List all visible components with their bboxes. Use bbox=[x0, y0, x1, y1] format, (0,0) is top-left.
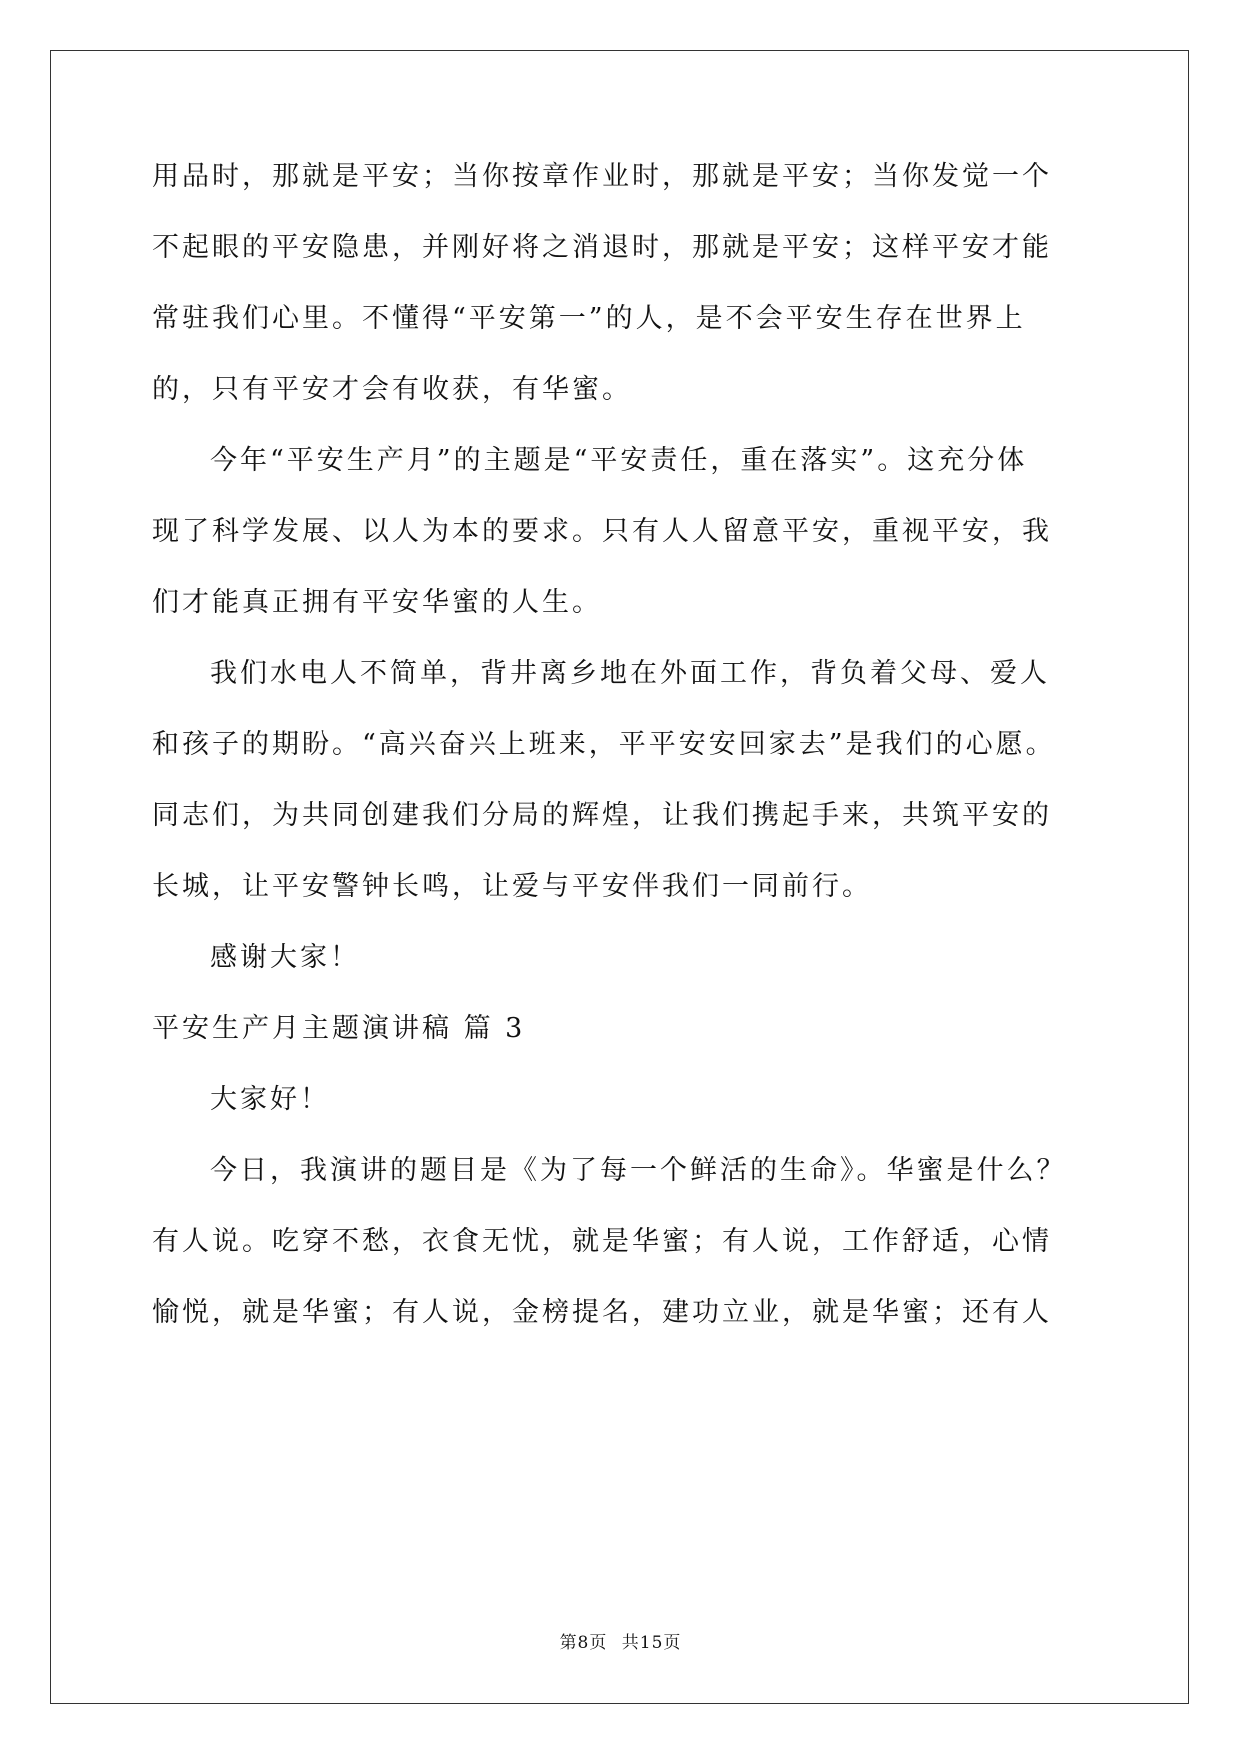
section-heading: 平安生产月主题演讲稿 篇 3 bbox=[152, 1013, 526, 1044]
paragraph-start-line: 我们水电人不简单，背井离乡地在外面工作，背负着父母、爱人 bbox=[210, 658, 1050, 689]
closing-line: 感谢大家！ bbox=[210, 942, 360, 973]
text-line: 长城，让平安警钟长鸣，让爱与平安伴我们一同前行。 bbox=[152, 871, 872, 902]
text-line: 不起眼的平安隐患，并刚好将之消退时，那就是平安；这样平安才能 bbox=[152, 232, 1052, 263]
text-line: 现了科学发展、以人为本的要求。只有人人留意平安，重视平安，我 bbox=[152, 516, 1052, 547]
text-line: 和孩子的期盼。“高兴奋兴上班来，平平安安回家去”是我们的心愿。 bbox=[152, 729, 1056, 760]
greeting-line: 大家好！ bbox=[210, 1084, 330, 1115]
text-line: 愉悦，就是华蜜；有人说，金榜提名，建功立业，就是华蜜；还有人 bbox=[152, 1297, 1052, 1328]
text-line: 同志们，为共同创建我们分局的辉煌，让我们携起手来，共筑平安的 bbox=[152, 800, 1052, 831]
paragraph-start-line: 今日，我演讲的题目是《为了每一个鲜活的生命》。华蜜是什么？ bbox=[210, 1155, 1067, 1186]
text-line: 的，只有平安才会有收获，有华蜜。 bbox=[152, 374, 632, 405]
paragraph-start-line: 今年“平安生产月”的主题是“平安责任，重在落实”。这充分体 bbox=[210, 445, 1028, 476]
page-number: 第8页 bbox=[559, 1633, 608, 1653]
text-line: 有人说。吃穿不愁，衣食无忧，就是华蜜；有人说，工作舒适，心情 bbox=[152, 1226, 1052, 1257]
text-line: 用品时，那就是平安；当你按章作业时，那就是平安；当你发觉一个 bbox=[152, 161, 1052, 192]
text-line: 常驻我们心里。不懂得“平安第一”的人，是不会平安生存在世界上 bbox=[152, 303, 1026, 334]
text-line: 们才能真正拥有平安华蜜的人生。 bbox=[152, 587, 602, 618]
page-footer bbox=[0, 1628, 1241, 1653]
page-total: 共15页 bbox=[621, 1633, 682, 1653]
